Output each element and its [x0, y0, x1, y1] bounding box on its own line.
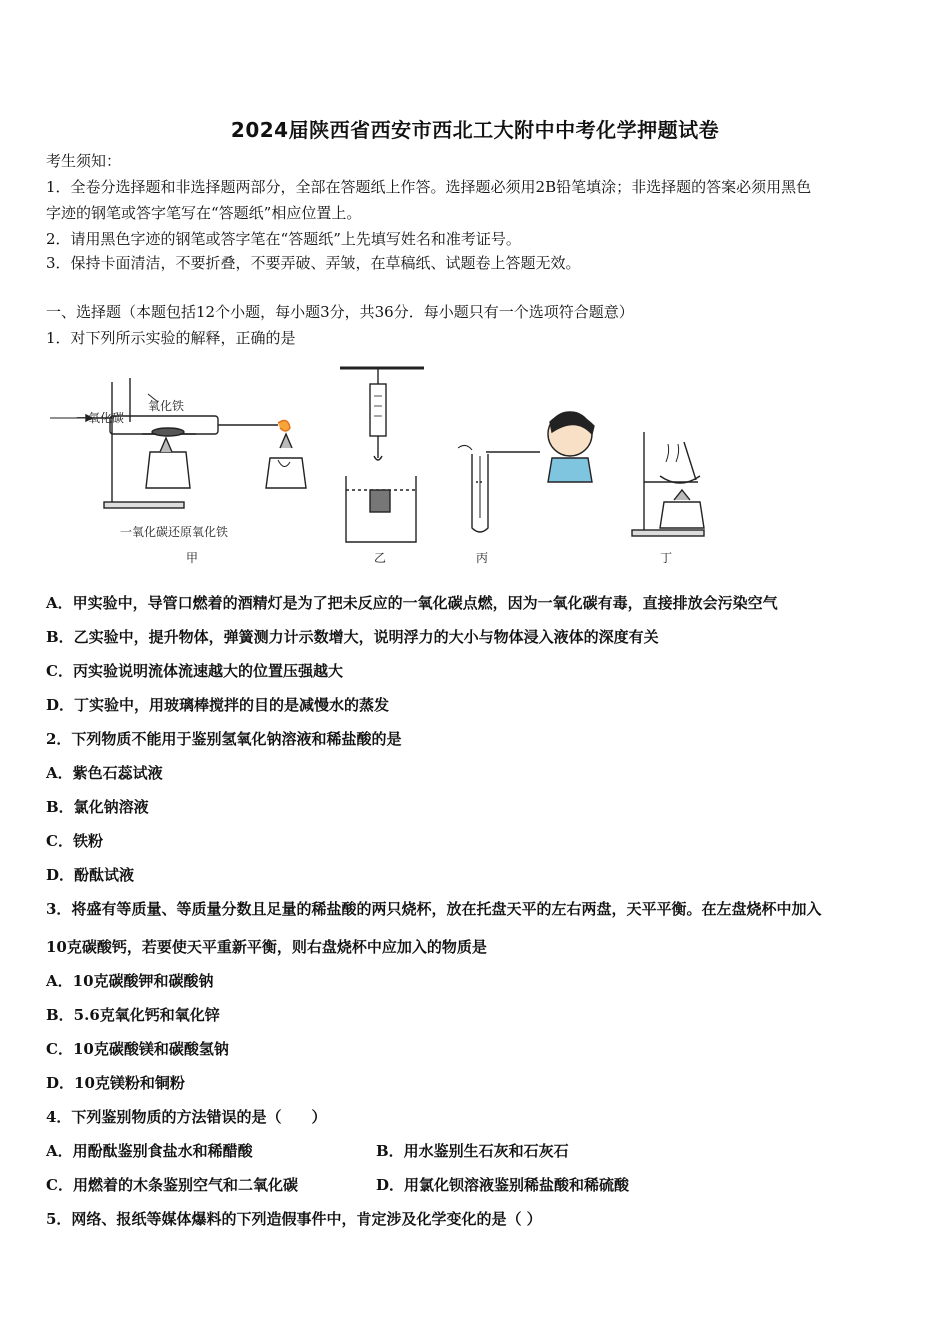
label-fe2o3: 氧化铁: [148, 399, 185, 413]
apparatus-jia: [50, 378, 306, 508]
q2-option-a: A．紫色石蕊试液: [46, 764, 163, 782]
notice-line-2: 字迹的钢笔或答字笔写在“答题纸”相应位置上。: [46, 204, 362, 222]
q3-option-d: D．10克镁粉和铜粉: [46, 1074, 185, 1092]
question-5-stem: 5．网络、报纸等媒体爆料的下列造假事件中，肯定涉及化学变化的是（ ）: [46, 1210, 542, 1228]
q4-option-d: D．用氯化钡溶液鉴别稀盐酸和稀硫酸: [376, 1176, 630, 1194]
q1-option-b: B．乙实验中，提升物体，弹簧测力计示数增大，说明浮力的大小与物体浸入液体的深度有关: [46, 628, 659, 646]
experiment-figure-svg: [40, 352, 720, 572]
label-jia: 甲: [186, 551, 199, 565]
notice-heading: 考生须知：: [46, 152, 122, 170]
q3-option-c: C．10克碳酸镁和碳酸氢钠: [46, 1040, 229, 1058]
apparatus-yi: [340, 368, 424, 542]
label-co: 一氧化碳: [76, 411, 125, 425]
question-4-stem: 4．下列鉴别物质的方法错误的是（ ）: [46, 1108, 327, 1126]
question-3-stem-line1: 3．将盛有等质量、等质量分数且足量的稀盐酸的两只烧杯，放在托盘天平的左右两盘，天平平衡。在左盘烧杯中加入: [46, 900, 822, 918]
question-3-stem-line2: 10克碳酸钙，若要使天平重新平衡，则右盘烧杯中应加入的物质是: [46, 938, 487, 956]
apparatus-bing: [458, 412, 594, 532]
notice-line-1: 1．全卷分选择题和非选择题两部分，全部在答题纸上作答。选择题必须用2B铅笔填涂；非选择题的答案必须用黑色: [46, 178, 812, 196]
experiment-figure: [40, 352, 720, 572]
label-bing: 丙: [476, 551, 489, 565]
caption-jia: 一氧化碳还原氧化铁: [120, 525, 229, 539]
q3-option-b: B．5.6克氧化钙和氧化锌: [46, 1006, 220, 1024]
notice-line-3: 2．请用黑色字迹的钢笔或答字笔在“答题纸”上先填写姓名和准考证号。: [46, 230, 521, 248]
q4-option-c: C．用燃着的木条鉴别空气和二氧化碳: [46, 1176, 298, 1194]
q1-option-a: A．甲实验中，导管口燃着的酒精灯是为了把未反应的一氧化碳点燃，因为一氧化碳有毒，直接排放会污染空气: [46, 594, 778, 612]
question-2-stem: 2．下列物质不能用于鉴别氢氧化钠溶液和稀盐酸的是: [46, 730, 402, 748]
q3-option-a: A．10克碳酸钾和碳酸钠: [46, 972, 214, 990]
q2-option-b: B．氯化钠溶液: [46, 798, 149, 816]
q1-option-d: D．丁实验中，用玻璃棒搅拌的目的是减慢水的蒸发: [46, 696, 390, 714]
q4-option-a: A．用酚酞鉴别食盐水和稀醋酸: [46, 1142, 253, 1160]
section-heading: 一、选择题（本题包括12个小题，每小题3分，共36分．每小题只有一个选项符合题意）: [46, 303, 634, 321]
notice-line-4: 3．保持卡面清洁，不要折叠，不要弄破、弄皱，在草稿纸、试题卷上答题无效。: [46, 254, 581, 272]
label-yi: 乙: [374, 551, 387, 565]
q2-option-c: C．铁粉: [46, 832, 103, 850]
q4-option-b: B．用水鉴别生石灰和石灰石: [376, 1142, 569, 1160]
page-title: 2024届陕西省西安市西北工大附中中考化学押题试卷: [230, 118, 720, 142]
label-ding: 丁: [660, 551, 673, 565]
apparatus-ding: [632, 432, 704, 536]
question-1-stem: 1．对下列所示实验的解释，正确的是: [46, 329, 296, 347]
q1-option-c: C．丙实验说明流体流速越大的位置压强越大: [46, 662, 343, 680]
q2-option-d: D．酚酞试液: [46, 866, 135, 884]
